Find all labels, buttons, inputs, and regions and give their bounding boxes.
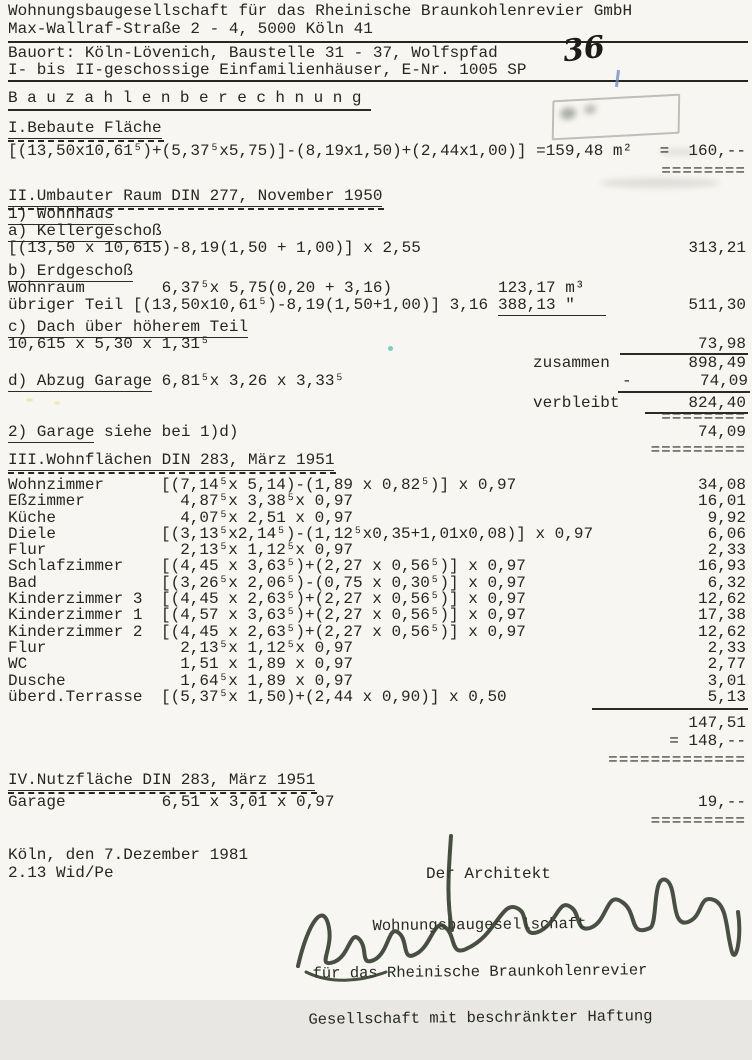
room-label: Flur: [8, 638, 47, 657]
room-formula: 4,07⁵x 2,51 x 0,97: [161, 508, 354, 527]
room-amount: 16,01: [697, 492, 746, 511]
section-3-rounded: = 148,--: [669, 732, 746, 750]
subsection-2-garage-row: [8, 424, 238, 441]
table-row: [8, 591, 746, 607]
room-label: Kinderzimmer 3: [8, 590, 143, 609]
garage-volume-amount: 74,09: [697, 423, 746, 441]
section-3-heading-wrap: [8, 452, 334, 471]
zusammen-amount: 898,49: [688, 354, 746, 372]
divider-line: [8, 41, 748, 43]
item-d-label: d) Abzug Garage: [8, 372, 153, 390]
subsection-1-wohnhaus-wrap: [8, 206, 114, 223]
section-1-heading-wrap: [8, 120, 162, 139]
item-d-row: [8, 373, 344, 390]
table-row: [8, 542, 746, 558]
room-label: Flur: [8, 541, 47, 560]
room-formula: [(4,45 x 3,63⁵)+(2,27 x 0,56⁵)] x 0,97: [161, 557, 526, 576]
item-c-label: c) Dach über höherem Teil: [8, 318, 249, 336]
room-formula: 4,87⁵x 3,38⁵x 0,97: [161, 492, 354, 511]
section-1-rounded-amount: = 160,--: [659, 142, 746, 160]
room-amount: 12,62: [697, 590, 746, 609]
room-formula: [(4,45 x 2,63⁵)+(2,27 x 0,56⁵)] x 0,97: [161, 590, 526, 609]
room-amount: 3,01: [707, 671, 746, 690]
stamp-line-1: Wohnungsbaugesellschaft: [372, 914, 587, 936]
room-formula: [(3,26⁵x 2,06⁵)-(0,75 x 0,30⁵)] x 0,97: [161, 573, 526, 592]
table-row: [8, 493, 746, 509]
section-1-heading: I.Bebaute Fläche: [8, 119, 162, 137]
site-info: [8, 45, 748, 79]
minus-sign: -: [622, 372, 632, 390]
verbleibt-amount: 824,40: [688, 394, 746, 412]
item-b-row-2: übriger Teil [(13,50x10,61⁵)-8,19(1,50+1,00)] 3,16: [8, 296, 489, 314]
table-row: [8, 640, 746, 656]
document-title: Bauzahlenberechnung: [8, 90, 371, 111]
subsection-2-garage-note: siehe bei 1)d): [94, 423, 239, 441]
double-rule: ========: [661, 162, 746, 180]
section-4-row: Garage 6,51 x 3,01 x 0,97: [8, 793, 335, 811]
verbleibt-label: verbleibt: [533, 394, 620, 412]
stamp-smudge: [584, 104, 596, 115]
yellow-speck: [54, 401, 60, 405]
sum-line: [618, 391, 750, 393]
date-line: Köln, den 7.Dezember 1981: [8, 846, 249, 864]
item-d-amount-wrap: [622, 373, 748, 390]
item-d-formula: 6,81⁵x 3,26 x 3,33⁵: [152, 372, 345, 390]
item-a-formula: [(13,50 x 10,615)-8,19(1,50 + 1,00)] x 2,55: [8, 239, 421, 257]
reference-line: 2.13 Wid/Pe: [8, 864, 114, 882]
room-label: Küche: [8, 508, 57, 527]
item-a-label: a) Kellergeschoß: [8, 222, 162, 240]
room-amount: 5,13: [707, 687, 746, 706]
yellow-speck: [26, 398, 33, 402]
zusammen-label: zusammen: [533, 354, 610, 372]
room-label: Schlafzimmer: [8, 557, 124, 576]
room-label: Dusche: [8, 671, 66, 690]
teal-speck: [388, 346, 393, 351]
stamp-line-2: für das Rheinische Braunkohlenrevier: [312, 960, 648, 983]
company-rubber-stamp: [299, 885, 661, 1059]
room-formula: 2,13⁵x 1,12⁵x 0,97: [161, 541, 354, 560]
table-row: [8, 673, 746, 689]
item-b-row-1: Wohnraum 6,37⁵x 5,75(0,20 + 3,16): [8, 279, 393, 297]
item-b-label: b) Erdgeschoß: [8, 262, 133, 280]
sum-line: [592, 708, 748, 710]
room-label: Eßzimmer: [8, 492, 85, 511]
company-name: Wohnungsbaugesellschaft für das Rheinische Braunkohlenrevier GmbH: [8, 2, 633, 20]
section-1-formula: [(13,50x10,61⁵)+(5,37⁵x5,75)]-(8,19x1,50)+(2,44x1,00)] =159,48 m²: [8, 142, 633, 160]
room-amount: 9,92: [707, 508, 746, 527]
stamp-line-3: Gesellschaft mit beschränkter Haftung: [308, 1007, 653, 1029]
section-4-amount: 19,--: [697, 793, 746, 811]
room-amount: 2,77: [707, 655, 746, 674]
subsection-2-garage: 2) Garage: [8, 423, 95, 441]
section-2-heading: II.Umbauter Raum DIN 277, November 1950: [8, 187, 383, 205]
room-label: WC: [8, 655, 28, 674]
letterhead: [8, 2, 748, 38]
item-b-label-wrap: [8, 263, 133, 280]
room-formula: 1,64⁵x 1,89 x 0,97: [161, 671, 354, 690]
section-3-heading: III.Wohnflächen DIN 283, März 1951: [8, 451, 335, 469]
room-formula: [(3,13⁵x2,14⁵)-(1,12⁵x0,35+1,01x0,08)] x 0,97: [161, 524, 594, 543]
room-amount: 17,38: [697, 606, 746, 625]
table-row: [8, 558, 746, 574]
room-amount: 2,33: [707, 638, 746, 657]
company-address: Max-Wallraf-Straße 2 - 4, 5000 Köln 41: [8, 20, 373, 38]
room-label: Diele: [8, 524, 57, 543]
room-formula: [(7,14⁵x 5,14)-(1,89 x 0,82⁵)] x 0,97: [161, 476, 517, 494]
double-rule: =========: [650, 812, 746, 830]
faint-stamp-box: [552, 94, 681, 141]
room-amount: 12,62: [697, 622, 746, 641]
room-label: Wohnzimmer: [8, 476, 105, 494]
item-c-label-wrap: [8, 319, 248, 336]
item-c-amount: 73,98: [697, 335, 746, 353]
document-title-wrap: [8, 90, 371, 111]
table-row: [8, 624, 746, 640]
room-amount: 34,08: [697, 476, 746, 494]
table-row: [8, 526, 746, 542]
site-location: Bauort: Köln-Lövenich, Baustelle 31 - 37, Wolfspfad: [8, 44, 498, 62]
item-b-amount: 511,30: [688, 296, 746, 314]
room-amount: 16,93: [697, 557, 746, 576]
double-rule: ========: [661, 408, 746, 426]
divider-line: [8, 80, 748, 82]
room-area-table: [8, 477, 746, 705]
item-d-amount: 74,09: [699, 372, 748, 390]
room-formula: [(4,45 x 2,63⁵)+(2,27 x 0,56⁵)] x 0,97: [161, 622, 526, 641]
table-row: [8, 510, 746, 526]
item-a-label-wrap: [8, 223, 162, 240]
table-row: [8, 477, 746, 493]
room-label: überd.Terrasse: [8, 687, 143, 706]
room-label: Kinderzimmer 2: [8, 622, 143, 641]
architect-label: Der Architekt: [426, 865, 551, 883]
double-rule: =============: [608, 751, 746, 769]
section-3-subtotal: 147,51: [688, 714, 746, 732]
room-formula: 1,51 x 1,89 x 0,97: [161, 655, 354, 674]
site-description: I- bis II-geschossige Einfamilienhäuser, E-Nr. 1005 SP: [8, 61, 527, 79]
subsection-1-wohnhaus: 1) Wohnhaus: [8, 205, 114, 223]
section-4-heading: IV.Nutzfläche DIN 283, März 1951: [8, 771, 316, 789]
table-row: [8, 607, 746, 623]
table-row: [8, 689, 746, 705]
table-row: [8, 656, 746, 672]
room-amount: 2,33: [707, 541, 746, 560]
room-formula: 2,13⁵x 1,12⁵x 0,97: [161, 638, 354, 657]
stamp-smudge: [560, 107, 576, 120]
room-label: Bad: [8, 573, 37, 592]
room-label: Kinderzimmer 1: [8, 606, 143, 625]
footer-left: [8, 846, 248, 882]
room-formula: [(5,37⁵x 1,50)+(2,44 x 0,90)] x 0,50: [161, 687, 507, 706]
item-a-amount: 313,21: [688, 239, 746, 257]
room-formula: [(4,57 x 3,63⁵)+(2,27 x 0,56⁵)] x 0,97: [161, 606, 526, 625]
table-row: [8, 575, 746, 591]
item-b-volume-1: 123,17 m³: [498, 279, 585, 297]
item-b-volume-2: 388,13 ": [498, 297, 606, 316]
room-amount: 6,06: [707, 524, 746, 543]
section-4-heading-wrap: [8, 772, 315, 791]
room-amount: 6,32: [707, 573, 746, 592]
handwritten-site-number: 36: [560, 29, 607, 70]
double-rule: =========: [650, 441, 746, 459]
item-c-formula: 10,615 x 5,30 x 1,31⁵: [8, 335, 210, 353]
